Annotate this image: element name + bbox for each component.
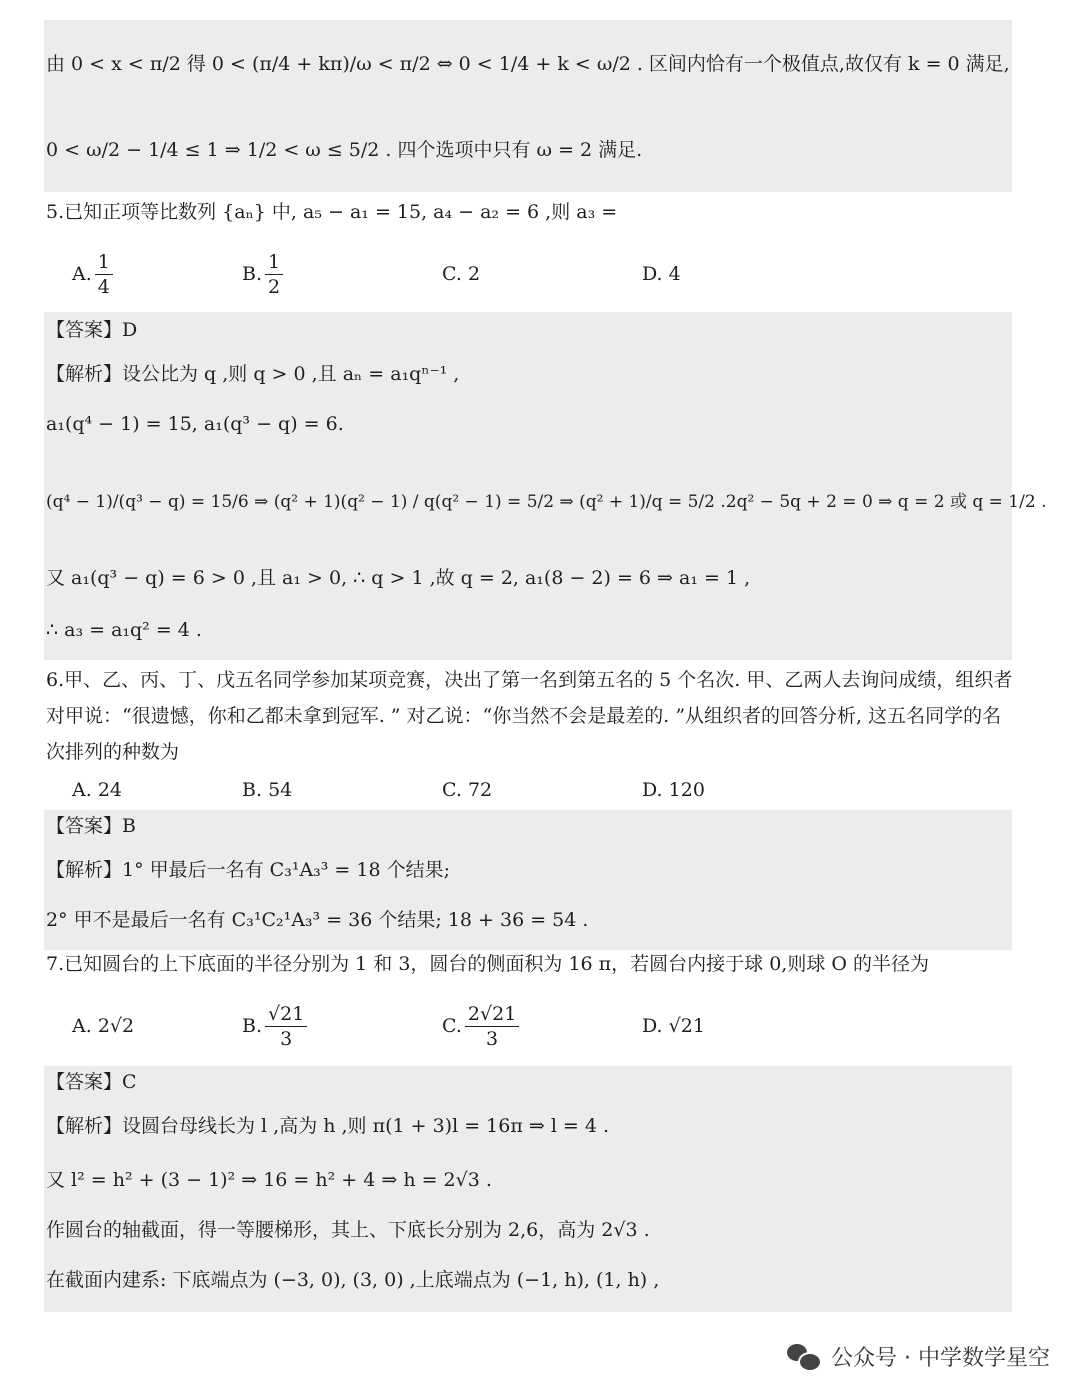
choice-text: 24 <box>97 779 122 801</box>
fraction-den: 2 <box>268 275 281 298</box>
q5-solution-4: 又 a₁(q³ − q) = 6 > 0 ,且 a₁ > 0, ∴ q > 1 ,故 q = 2, a₁(8 − 2) = 6 ⇒ a₁ = 1 , <box>46 567 751 589</box>
choice-text: 54 <box>268 779 293 801</box>
fraction-den: 4 <box>97 275 110 298</box>
q5-choice-b <box>242 244 286 304</box>
choice-text: 120 <box>668 779 705 801</box>
q5-choice-c <box>442 244 480 304</box>
q7-stem: 7.已知圆台的上下底面的半径分别为 1 和 3，圆台的侧面积为 16 π，若圆台内接于球 0,则球 O 的半径为 <box>46 953 929 975</box>
q5-stem: 5.已知正项等比数列 {aₙ} 中, a₅ − a₁ = 15, a₄ − a₂ = 6 ,则 a₃ = <box>46 201 618 223</box>
q6-choice-d <box>642 760 705 820</box>
q7-solution-2: 又 l² = h² + (3 − 1)² ⇒ 16 = h² + 4 ⇒ h = 2√3 . <box>46 1169 492 1191</box>
q5-solution-3: (q⁴ − 1)/(q³ − q) = 15/6 ⇒ (q² + 1)(q² − 1) / q(q² − 1) = 5/2 ⇒ (q² + 1)/q = 5/2 .2q² − 5q + 2 = 0 ⇒ q = 2 或 q = 1/2 . <box>46 492 1047 512</box>
choice-label: D. <box>642 779 663 801</box>
choice-label: A. <box>72 1015 92 1037</box>
q7-solution-1: 【解析】设圆台母线长为 l ,高为 h ,则 π(1 + 3)l = 16π ⇒ l = 4 . <box>46 1115 610 1137</box>
fraction-num: 1 <box>265 250 283 275</box>
choice-label: C. <box>442 1015 462 1037</box>
choice-text: 72 <box>467 779 493 801</box>
wechat-watermark <box>787 1336 1050 1376</box>
q7-choices <box>72 996 792 1056</box>
choice-label: C. <box>442 779 462 801</box>
q7-solution-4: 在截面内建系: 下底端点为 (−3, 0), (3, 0) ,上底端点为 (−1, h), (1, h) , <box>46 1269 660 1291</box>
choice-text: 2 <box>467 263 481 285</box>
choice-text: 4 <box>668 263 681 285</box>
wechat-icon <box>787 1342 821 1370</box>
q6-choice-a <box>72 760 122 820</box>
q7-choice-c <box>442 996 522 1056</box>
q7-solution-3: 作圆台的轴截面，得一等腰梯形，其上、下底长分别为 2,6，高为 2√3 . <box>46 1219 650 1241</box>
q7-choice-b <box>242 996 310 1056</box>
fraction <box>95 250 113 299</box>
q7-choice-d <box>642 996 705 1056</box>
fraction-num: 2√21 <box>465 1002 519 1027</box>
fraction <box>465 1002 519 1051</box>
fraction-num: 1 <box>95 250 113 275</box>
choice-label: A. <box>72 263 92 285</box>
q6-solution-2: 2° 甲不是最后一名有 C₃¹C₂¹A₃³ = 36 个结果; 18 + 36 = 54 . <box>46 909 589 931</box>
q6-choice-c <box>442 760 492 820</box>
choice-label: B. <box>242 263 263 285</box>
choice-label: D. <box>642 263 663 285</box>
q6-choices <box>72 760 792 820</box>
choice-label: A. <box>72 779 92 801</box>
q7-choice-a <box>72 996 134 1056</box>
solution-shade-top <box>44 20 1012 192</box>
top-line-2: 0 < ω/2 − 1/4 ≤ 1 ⇒ 1/2 < ω ≤ 5/2 . 四个选项中只有 ω = 2 满足. <box>46 139 643 161</box>
choice-text: √21 <box>668 1015 705 1037</box>
q5-solution-1: 【解析】设公比为 q ,则 q > 0 ,且 aₙ = a₁qⁿ⁻¹ , <box>46 363 460 385</box>
fraction-num: √21 <box>265 1002 307 1027</box>
top-line-1: 由 0 < x < π/2 得 0 < (π/4 + kπ)/ω < π/2 ⇔ 0 < 1/4 + k < ω/2 . 区间内恰有一个极值点,故仅有 k = 0 满足, <box>46 53 1010 75</box>
q6-answer: 【答案】B <box>46 815 136 837</box>
choice-label: B. <box>242 1015 263 1037</box>
q6-choice-b <box>242 760 292 820</box>
fraction-den: 3 <box>486 1027 499 1050</box>
fraction <box>265 250 283 299</box>
q7-answer: 【答案】C <box>46 1071 137 1093</box>
q5-solution-5: ∴ a₃ = a₁q² = 4 . <box>46 619 202 641</box>
fraction-den: 3 <box>280 1027 293 1050</box>
q5-choice-d <box>642 244 681 304</box>
choice-text: 2√2 <box>97 1015 135 1037</box>
choice-label: C. <box>442 263 462 285</box>
fraction <box>265 1002 307 1051</box>
choice-label: D. <box>642 1015 663 1037</box>
q5-answer: 【答案】D <box>46 319 138 341</box>
choice-label: B. <box>242 779 263 801</box>
q5-choices <box>72 244 792 304</box>
q5-choice-a <box>72 244 116 304</box>
q5-solution-2: a₁(q⁴ − 1) = 15, a₁(q³ − q) = 6. <box>46 413 344 435</box>
q6-solution-1: 【解析】1° 甲最后一名有 C₃¹A₃³ = 18 个结果; <box>46 859 451 881</box>
q6-stem: 6.甲、乙、丙、丁、戊五名同学参加某项竞赛，决出了第一名到第五名的 5 个名次. 甲、乙两人去询问成绩，组织者对甲说：“很遗憾，你和乙都未拿到冠军. ” 对乙说：“你当然不会是最差的. ”从组织者的回答分析, 这五名同学的名次排列的种数为 <box>46 669 1013 763</box>
watermark-text: 公众号 · 中学数学星空 <box>831 1345 1050 1371</box>
